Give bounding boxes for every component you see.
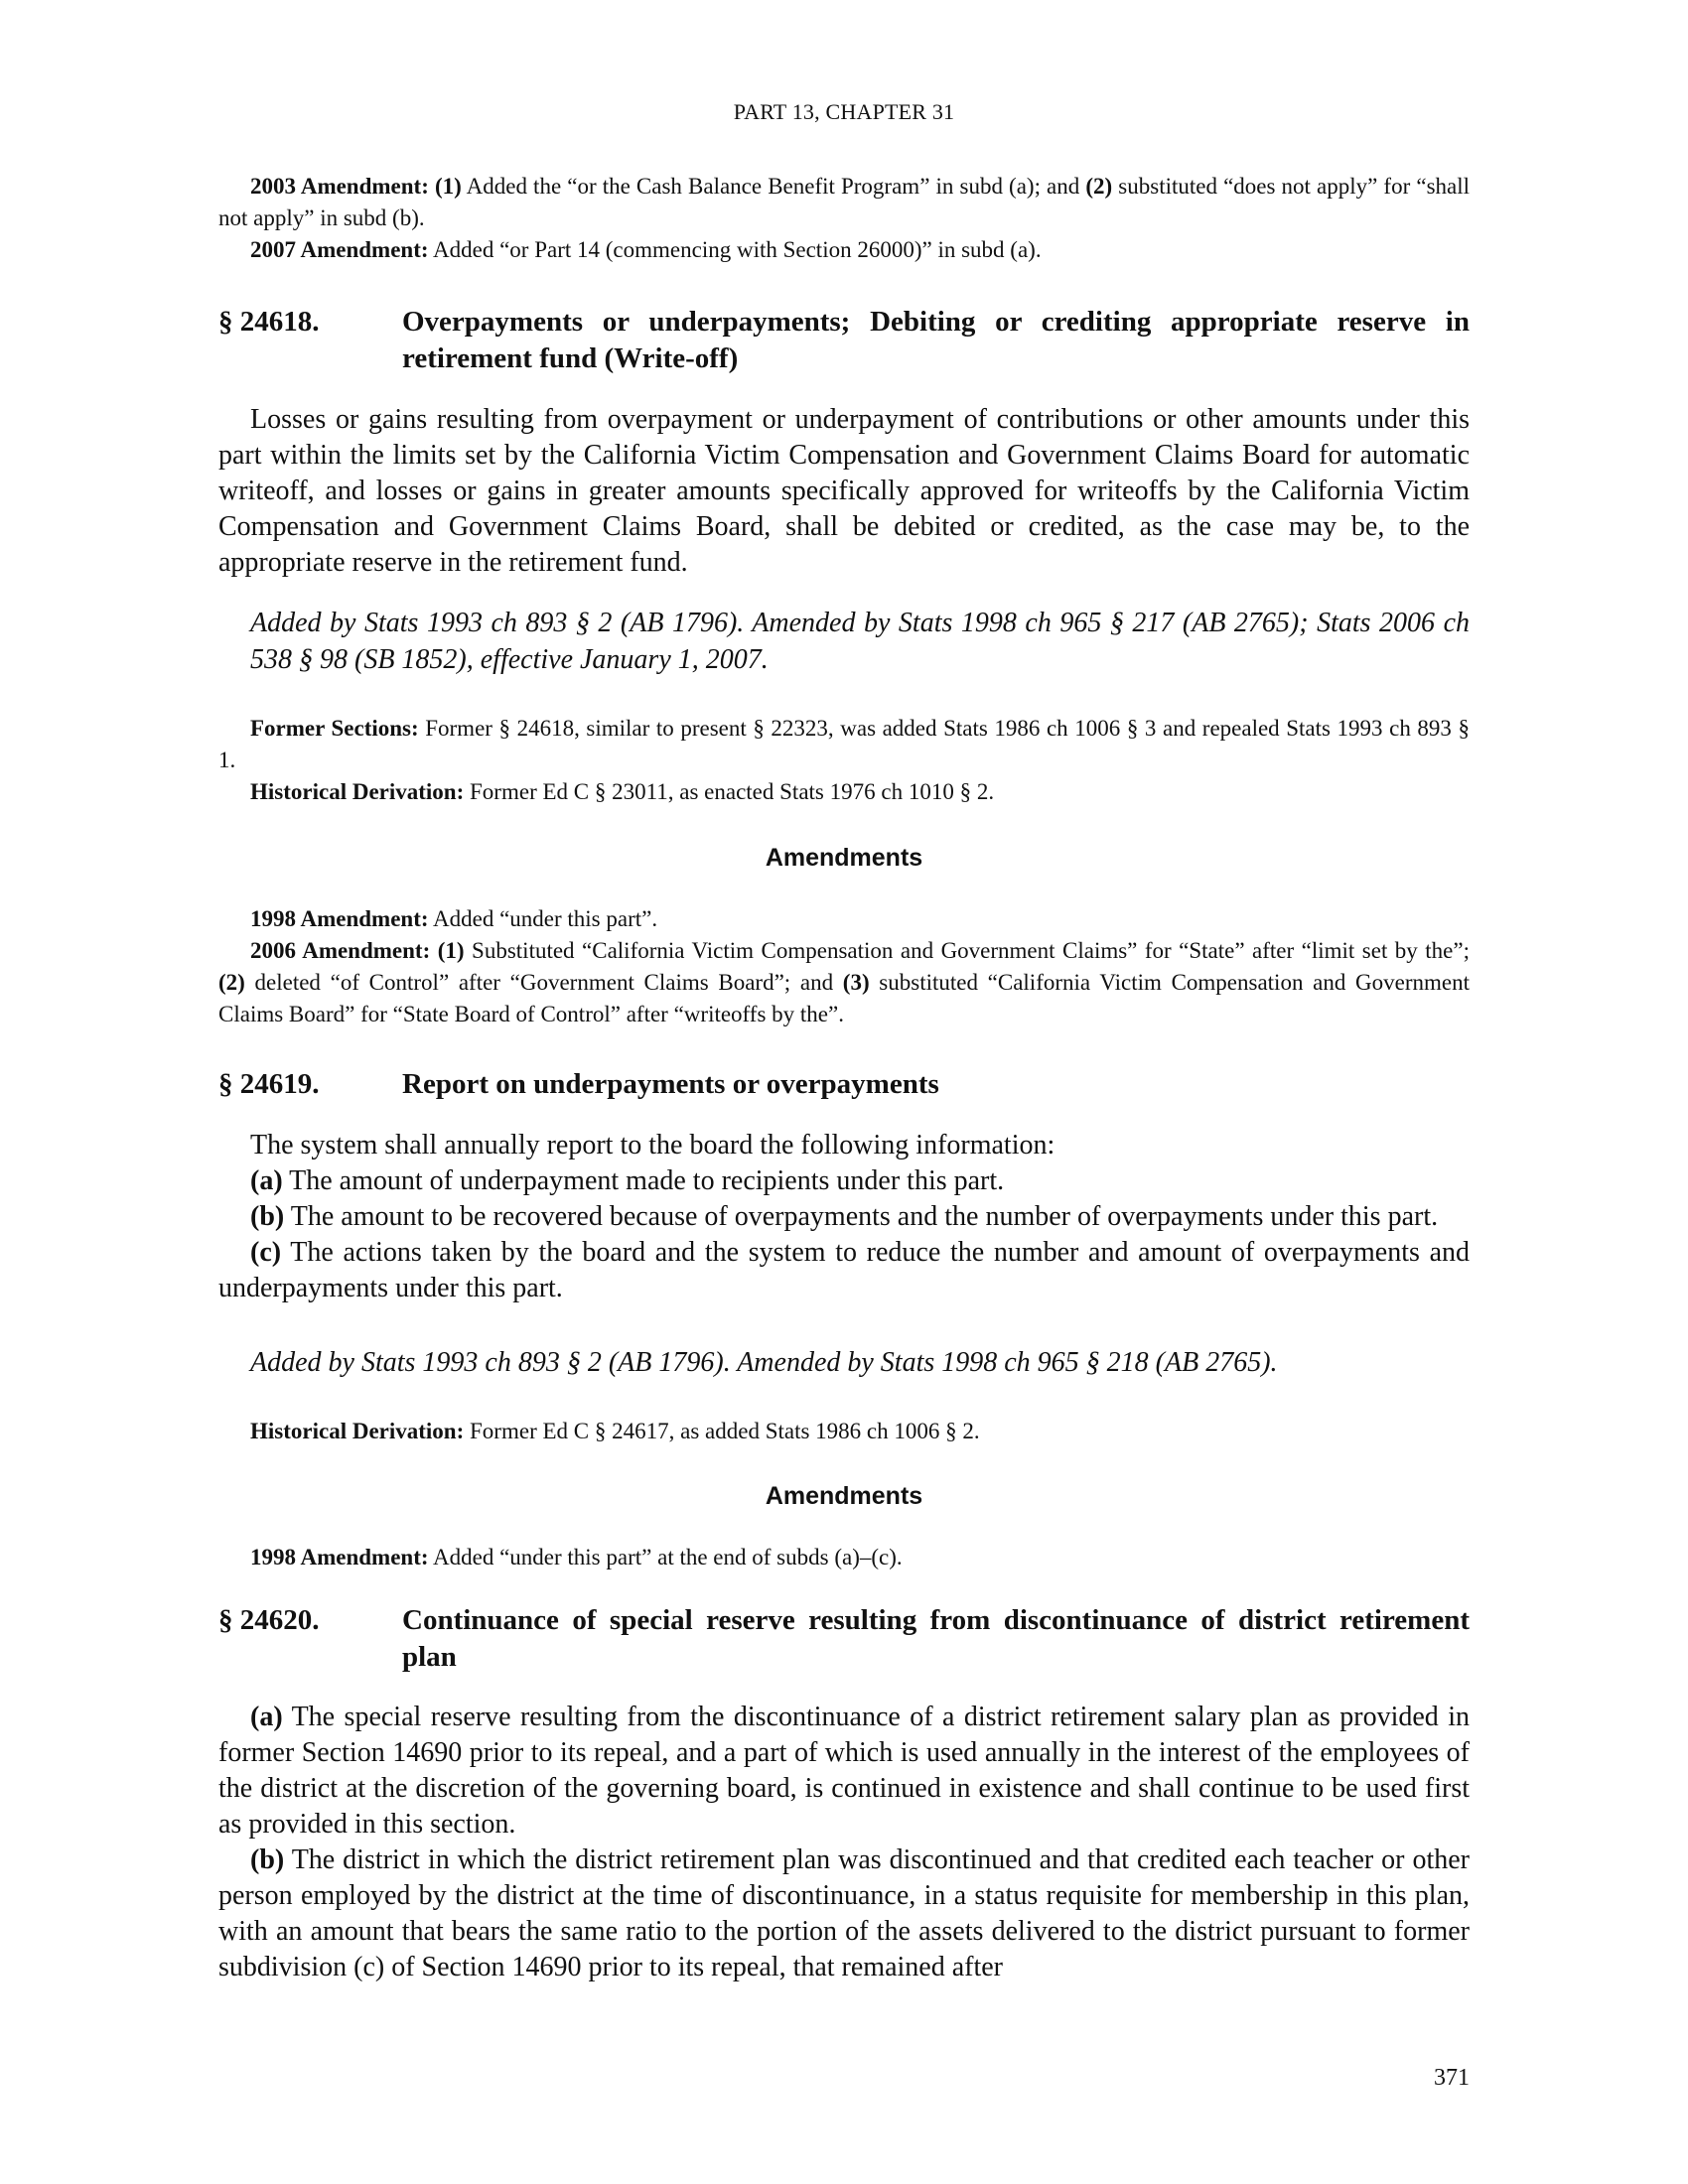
amendment-label: 2006 Amendment: xyxy=(250,938,431,963)
item-marker: (3) xyxy=(842,970,870,995)
section-title: Overpayments or underpayments; Debiting or crediting appropriate reserve in retirement fund (Write-off) xyxy=(402,306,1470,374)
running-header: PART 13, CHAPTER 31 xyxy=(733,99,955,124)
subdivision-text: The special reserve resulting from the discontinuance of a district retirement salary plan as provided in former Section 14690 prior to its repeal, and a part of which is used annually in the interest of the employees of the district at the discretion of the governing board, is continued in existence and shall continue to be used first as provided in this section. xyxy=(218,1702,1470,1840)
section-24618-notes xyxy=(218,713,1470,808)
section-title: Continuance of special reserve resulting from discontinuance of district retirement plan xyxy=(402,1604,1470,1673)
amendments-heading: Amendments xyxy=(765,1482,923,1510)
subdivision-label: (a) xyxy=(250,1165,283,1196)
subdivision-text: The district in which the district retirement plan was discontinued and that credited each teacher or other person employed by the district at the time of discontinuance, in a status requisite for membership in this plan, with an amount that bears the same ratio to the portion of the assets delivered to the district pursuant to former subdivision (c) of Section 14690 prior to its repeal, that remained after xyxy=(218,1844,1470,1982)
historical-derivation-note xyxy=(218,776,1470,808)
top-amendment-notes xyxy=(218,171,1470,266)
section-24619-heading xyxy=(218,1066,1470,1103)
section-24620-body xyxy=(218,1700,1470,1985)
section-intro: The system shall annually report to the board the following information: xyxy=(250,1130,1055,1160)
subdivision-label: (b) xyxy=(250,1201,285,1232)
history-citation: Added by Stats 1993 ch 893 § 2 (AB 1796). Amended by Stats 1998 ch 965 § 218 (AB 2765). xyxy=(250,1347,1278,1378)
amendment-text: substituted “does not apply” for “shall not apply” in subd (b). xyxy=(218,174,1471,230)
amendment-text: Added “or Part 14 (commencing with Section 26000)” in subd (a). xyxy=(428,237,1042,262)
subdivision-text: The amount of underpayment made to recipients under this part. xyxy=(282,1165,1005,1196)
section-24620-heading xyxy=(218,1602,1470,1676)
amendment-2007 xyxy=(218,234,1470,266)
subdivision-label: (a) xyxy=(250,1702,283,1732)
section-24619-citation xyxy=(218,1344,1470,1381)
section-24618-amendments xyxy=(218,903,1470,1030)
amendment-label: 2007 Amendment: xyxy=(250,237,429,262)
item-marker: (2) xyxy=(218,970,245,995)
amendment-label: 1998 Amendment: xyxy=(250,1545,429,1570)
note-label: Historical Derivation: xyxy=(250,779,465,804)
subdivision-b xyxy=(218,1199,1470,1235)
amendment-1998 xyxy=(218,903,1470,935)
amendment-label: 2003 Amendment: xyxy=(250,174,429,199)
history-citation: Added by Stats 1993 ch 893 § 2 (AB 1796). Amended by Stats 1998 ch 965 § 217 (AB 2765); Stats 2006 ch 538 § 98 (SB 1852), effective January 1, 2007. xyxy=(250,608,1470,675)
note-text: Former § 24618, similar to present § 22323, was added Stats 1986 ch 1006 § 3 and repealed Stats 1993 ch 893 § 1. xyxy=(218,716,1470,772)
amendments-heading: Amendments xyxy=(765,844,923,872)
subdivision-label: (c) xyxy=(250,1237,282,1268)
subdivision-c xyxy=(218,1235,1470,1306)
section-title: Report on underpayments or overpayments xyxy=(402,1068,939,1100)
amendment-2003 xyxy=(218,171,1470,234)
amendment-text: Added the “or the Cash Balance Benefit Program” in subd (a); and xyxy=(461,174,1086,199)
item-marker: (2) xyxy=(1085,174,1113,199)
section-24619-notes xyxy=(218,1416,1470,1447)
section-24619-body xyxy=(218,1128,1470,1306)
amendment-text: Added “under this part” at the end of subds (a)–(c). xyxy=(428,1545,903,1570)
note-text: Former Ed C § 24617, as added Stats 1986 ch 1006 § 2. xyxy=(464,1419,980,1443)
amendment-text: Substituted “California Victim Compensation and Government Claims” for “State” after “limit set by the”; xyxy=(464,938,1470,963)
section-24618-body xyxy=(218,402,1470,581)
subdivision-a xyxy=(218,1700,1470,1843)
subdivision-text: The actions taken by the board and the system to reduce the number and amount of overpayments and underpayments under this part. xyxy=(218,1237,1470,1303)
amendment-text: substituted “California Victim Compensation and Government Claims Board” for “State Board of Control” after “writeoffs by the”. xyxy=(218,970,1471,1026)
page-number: 371 xyxy=(1434,2065,1470,2091)
amendment-text: Added “under this part”. xyxy=(428,906,658,931)
subdivision-a xyxy=(218,1163,1470,1199)
item-marker: (1) xyxy=(434,174,462,199)
section-number: § 24619. xyxy=(218,1068,320,1100)
note-label: Former Sections: xyxy=(250,716,419,741)
former-sections-note xyxy=(218,713,1470,776)
amendment-label: 1998 Amendment: xyxy=(250,906,429,931)
section-24618-citation xyxy=(218,605,1470,678)
historical-derivation-note xyxy=(218,1416,1470,1447)
amendment-text: deleted “of Control” after “Government Claims Board”; and xyxy=(244,970,843,995)
subdivision-b xyxy=(218,1843,1470,1985)
note-label: Historical Derivation: xyxy=(250,1419,465,1443)
subdivision-label: (b) xyxy=(250,1844,285,1875)
section-number: § 24620. xyxy=(218,1604,320,1636)
section-text: Losses or gains resulting from overpayment or underpayment of contributions or other amounts under this part within the limits set by the California Victim Compensation and Government Claims Board for automatic writeoff, and losses or gains in greater amounts specifically approved for writeoffs by the California Victim Compensation and Government Claims Board, shall be debited or credited, as the case may be, to the appropriate reserve in the retirement fund. xyxy=(218,404,1470,578)
section-24618-heading xyxy=(218,304,1470,377)
subdivision-text: The amount to be recovered because of overpayments and the number of overpayments under this part. xyxy=(284,1201,1439,1232)
item-marker: (1) xyxy=(437,938,465,963)
section-number: § 24618. xyxy=(218,306,320,338)
amendment-2006 xyxy=(218,935,1470,1030)
note-text: Former Ed C § 23011, as enacted Stats 1976 ch 1010 § 2. xyxy=(464,779,995,804)
amendment-1998 xyxy=(218,1542,1470,1573)
section-24619-amendments xyxy=(218,1542,1470,1573)
